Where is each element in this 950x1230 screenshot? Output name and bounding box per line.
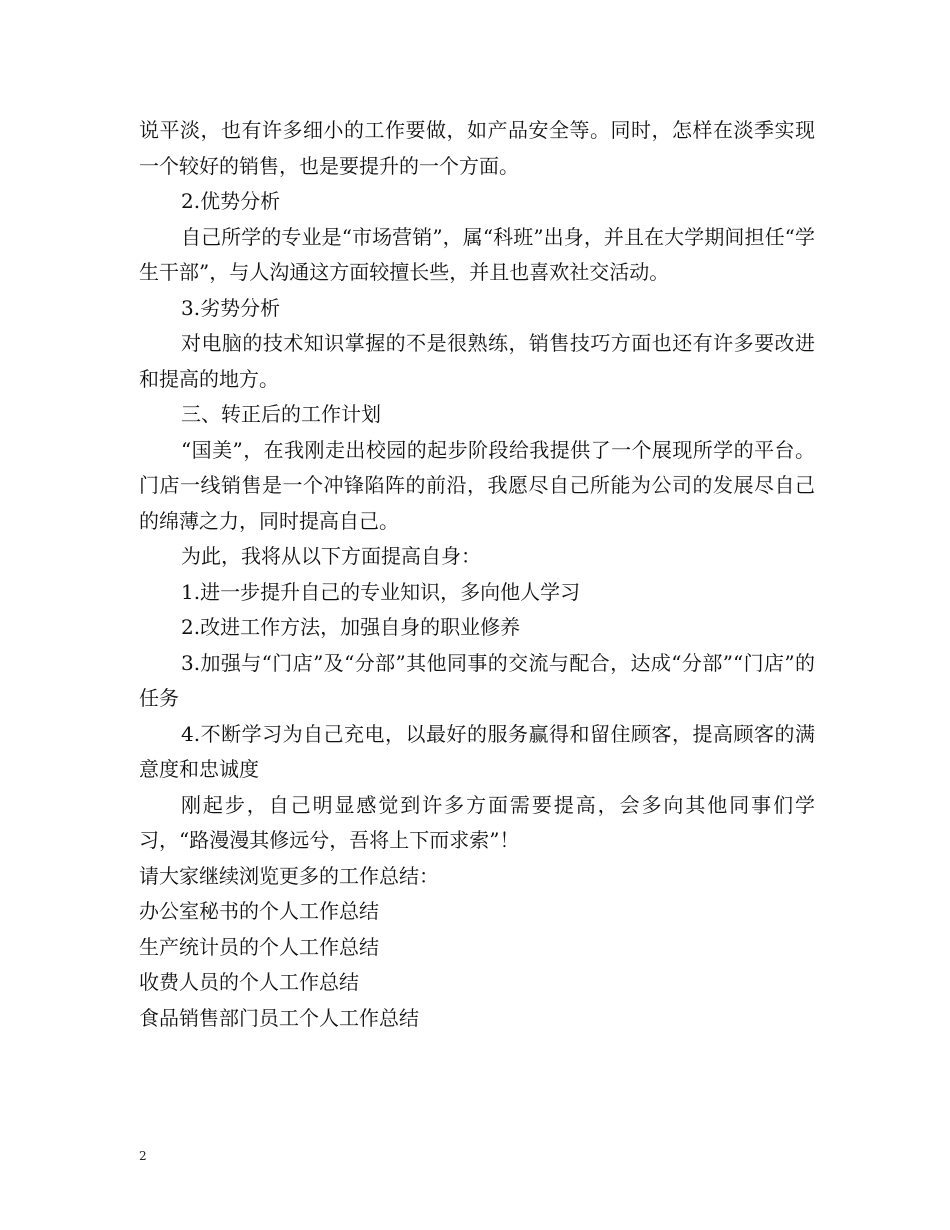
plan-item-1: 1.进一步提升自己的专业知识，多向他人学习 — [181, 579, 581, 604]
page-number: 2 — [139, 1149, 147, 1163]
plan-item-4: 4.不断学习为自己充电，以最好的服务赢得和留住顾客，提高顾客的满意度和忠诚度 — [139, 721, 815, 781]
paragraph-closing: 刚起步，自己明显感觉到许多方面需要提高，会多向其他同事们学习，“路漫漫其修远兮，吾将上下而求索”！ — [139, 792, 815, 852]
document-body — [139, 113, 815, 1036]
plan-item-3: 3.加强与“门店”及“分部”其他同事的交流与配合，达成“分部”“门店”的任务 — [139, 650, 815, 710]
paragraph-gome: “国美”，在我刚走出校园的起步阶段给我提供了一个展现所学的平台。门店一线销售是一个冲锋陷阵的前沿，我愿尽自己所能为公司的发展尽自己的绵薄之力，同时提高自己。 — [139, 437, 815, 533]
related-link-secretary[interactable]: 办公室秘书的个人工作总结 — [139, 899, 379, 923]
related-links-list — [139, 894, 815, 1036]
paragraph-strengths: 自己所学的专业是“市场营销”，属“科班”出身，并且在大学期间担任“学生干部”，与人沟通这方面较擅长些，并且也喜欢社交活动。 — [139, 224, 815, 284]
heading-work-plan: 三、转正后的工作计划 — [181, 402, 381, 426]
paragraph-weaknesses: 对电脑的技术知识掌握的不是很熟练，销售技巧方面也还有许多要改进和提高的地方。 — [139, 331, 815, 391]
related-link-food-sales[interactable]: 食品销售部门员工个人工作总结 — [139, 1005, 419, 1030]
related-link-toll-collector[interactable]: 收费人员的个人工作总结 — [139, 970, 359, 994]
heading-strengths: 2.优势分析 — [181, 189, 281, 213]
heading-weaknesses: 3.劣势分析 — [181, 295, 281, 320]
more-summaries-prompt: 请大家继续浏览更多的工作总结： — [139, 863, 439, 888]
related-link-statistician[interactable]: 生产统计员的个人工作总结 — [139, 934, 379, 959]
plan-item-2: 2.改进工作方法，加强自身的职业修养 — [181, 615, 521, 639]
paragraph-intro-plan: 为此，我将从以下方面提高自身： — [181, 544, 481, 568]
paragraph-continuation: 说平淡，也有许多细小的工作要做，如产品安全等。同时，怎样在淡季实现一个较好的销售，也是要提升的一个方面。 — [139, 118, 815, 178]
